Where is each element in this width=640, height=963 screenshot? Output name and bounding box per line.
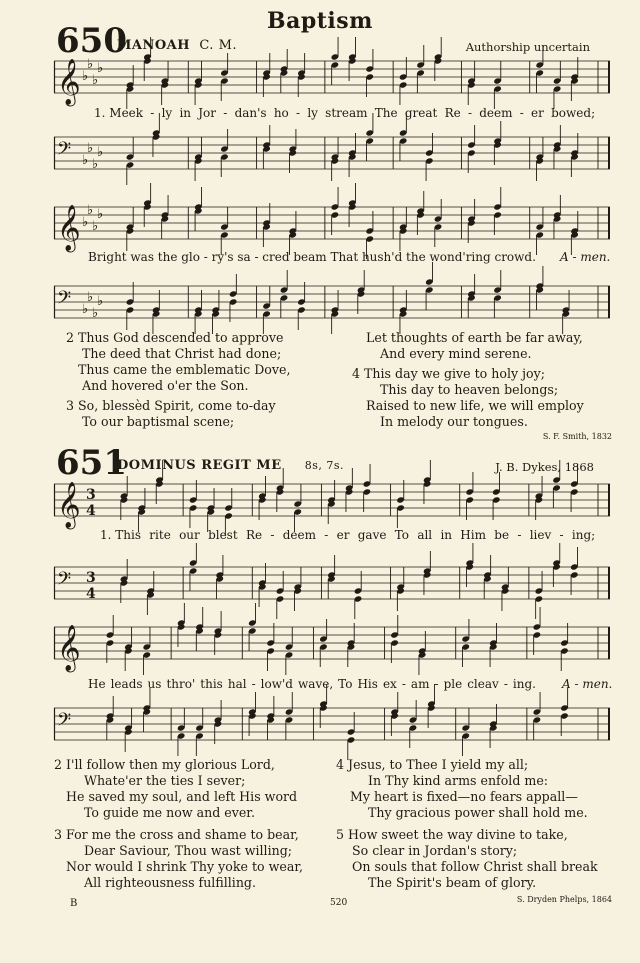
lyric-syllable: The xyxy=(374,106,398,120)
syllables xyxy=(115,528,595,542)
lyric-syllable: wave, xyxy=(298,677,334,691)
lyric-syllable: - xyxy=(254,250,259,264)
lyric-syllable: ing. xyxy=(512,677,536,691)
verse-line: On souls that follow Christ shall break xyxy=(352,859,598,874)
lyric-syllable: Bright xyxy=(88,250,127,264)
flat-sign-icon: ♭ xyxy=(82,302,89,317)
music-staff-system xyxy=(54,623,610,671)
lyric-syllable: - xyxy=(401,677,406,691)
lyric-syllable: er xyxy=(336,528,350,542)
lyric-syllable: beam xyxy=(293,250,327,264)
lyric-syllable: - xyxy=(150,106,155,120)
verse-line: And hovered o'er the Son. xyxy=(82,378,249,393)
time-signature: 4 xyxy=(86,586,96,602)
verse xyxy=(66,330,290,394)
verse-line: 5 How sweet the way divine to take, xyxy=(336,827,568,842)
verse-column xyxy=(54,757,303,891)
flat-sign-icon: ♭ xyxy=(97,294,104,309)
lyric-syllable: - xyxy=(434,677,439,691)
tune-meter: 8s, 7s. xyxy=(304,459,345,472)
verse-line: Dear Saviour, Thou wast willing; xyxy=(84,843,293,858)
syllables xyxy=(88,677,536,691)
lyric-syllable: crowd. xyxy=(494,250,536,264)
verse-line: All righteousness fulfilling. xyxy=(84,875,256,890)
verse-line: The Spirit's beam of glory. xyxy=(368,875,537,890)
section-title: Baptism xyxy=(267,8,373,34)
lyric-syllable: be xyxy=(494,528,510,542)
flat-sign-icon: ♭ xyxy=(87,141,94,156)
lyric-syllable: bowed; xyxy=(551,106,596,120)
lyric-line xyxy=(88,250,558,264)
lyric-syllable: low'd xyxy=(260,677,293,691)
verse xyxy=(66,398,290,430)
time-signature: 3 xyxy=(86,570,96,586)
verse xyxy=(54,827,303,891)
verse-label: 1. xyxy=(100,528,112,542)
amen-label: A - men. xyxy=(560,250,611,264)
signature-mark: B xyxy=(70,898,78,909)
lyric-syllable: ry's xyxy=(211,250,234,264)
flat-sign-icon: ♭ xyxy=(87,57,94,72)
flat-sign-icon: ♭ xyxy=(82,215,89,230)
flat-sign-icon: ♭ xyxy=(97,145,104,160)
time-signature: 3 xyxy=(86,487,96,503)
syllables xyxy=(109,106,595,120)
lyric-syllable: gave xyxy=(357,528,387,542)
lyric-syllable: rite xyxy=(149,528,171,542)
verse-line: And every mind serene. xyxy=(380,346,532,361)
verse-line: Nor would I shrink Thy yoke to wear, xyxy=(66,859,303,874)
flat-sign-icon: ♭ xyxy=(97,61,104,76)
lyric-syllable: - xyxy=(324,528,329,542)
verse-line: Thus came the emblematic Dove, xyxy=(78,362,291,377)
verse-line: 3 For me the cross and shame to bear, xyxy=(54,827,299,842)
verse-line: In melody our tongues. xyxy=(380,414,528,429)
lyric-syllable: ing; xyxy=(571,528,596,542)
lyric-syllable: - xyxy=(517,528,522,542)
lyric-syllable: the xyxy=(157,250,178,264)
treble-clef-icon: 𝄞 xyxy=(57,625,81,671)
lyric-syllable: - xyxy=(270,528,275,542)
lyric-syllable: - xyxy=(503,677,508,691)
verse xyxy=(336,757,598,821)
flat-sign-icon: ♭ xyxy=(82,69,89,84)
lyric-syllable: ex xyxy=(382,677,397,691)
verse-line: To our baptismal scene; xyxy=(82,414,235,429)
tune-header xyxy=(117,458,344,473)
lyric-syllable: - xyxy=(251,677,256,691)
treble-clef-icon: 𝄞 xyxy=(57,482,81,528)
lyric-syllable: - xyxy=(559,528,564,542)
lyric-syllable: - xyxy=(296,106,301,120)
flat-sign-icon: ♭ xyxy=(92,157,99,172)
lyric-syllable: ly xyxy=(161,106,173,120)
flat-sign-icon: ♭ xyxy=(97,207,104,222)
flat-sign-icon: ♭ xyxy=(92,73,99,88)
lyric-syllable: - xyxy=(223,106,228,120)
music-staff-system xyxy=(54,133,610,177)
bass-clef-icon: 𝄢 xyxy=(57,709,72,735)
lyric-syllable: thro' xyxy=(166,677,196,691)
lyric-syllable: dan's xyxy=(234,106,267,120)
lyric-line xyxy=(88,677,558,691)
music-staff-system xyxy=(54,282,610,326)
lyric-syllable: stream xyxy=(325,106,368,120)
lyric-line xyxy=(100,528,602,542)
verse-line: 3 So, blessèd Spirit, come to-day xyxy=(66,398,276,413)
verse xyxy=(54,757,303,821)
verse-column xyxy=(336,757,598,891)
flat-sign-icon: ♭ xyxy=(82,153,89,168)
verse-line: Let thoughts of earth be far away, xyxy=(366,330,583,345)
verse-line: The deed that Christ had done; xyxy=(82,346,282,361)
lyric-syllable: Him xyxy=(460,528,486,542)
hymn-attribution: Authorship uncertain xyxy=(465,40,590,54)
hymn-number: 650 xyxy=(56,21,127,61)
lyric-syllable: Meek xyxy=(109,106,144,120)
verse-line: Thy gracious power shall hold me. xyxy=(368,805,588,820)
verse-line: Whate'er the ties I sever; xyxy=(84,773,246,788)
lyric-syllable: - xyxy=(467,106,473,120)
flat-sign-icon: ♭ xyxy=(87,203,94,218)
lyric-syllable: great xyxy=(404,106,438,120)
flat-sign-icon: ♭ xyxy=(87,290,94,305)
verse-line: Raised to new life, we will employ xyxy=(366,398,584,413)
verse-column xyxy=(66,330,290,430)
lyric-syllable: Jor xyxy=(198,106,217,120)
lyric-syllable: - xyxy=(203,250,208,264)
lyric-syllable: this xyxy=(200,677,223,691)
lyric-syllable: hal xyxy=(227,677,247,691)
lyric-syllable: sa xyxy=(237,250,251,264)
flat-sign-icon: ♭ xyxy=(92,306,99,321)
time-signature: 4 xyxy=(86,503,96,519)
lyric-syllable: cleav xyxy=(467,677,499,691)
lyric-syllable: wond'ring xyxy=(429,250,491,264)
lyric-syllable: all xyxy=(417,528,433,542)
lyric-syllable: hush'd xyxy=(361,250,403,264)
tune-name: DOMINUS REGIT ME xyxy=(117,458,282,473)
lyric-syllable: To xyxy=(338,677,353,691)
lyric-syllable: ple xyxy=(443,677,463,691)
verse xyxy=(352,330,584,362)
lyric-syllable: To xyxy=(394,528,410,542)
lyric-syllable: the xyxy=(406,250,426,264)
tune-header xyxy=(117,38,237,53)
verse-line: This day to heaven belongs; xyxy=(380,382,559,397)
lyric-syllable: Re xyxy=(245,528,263,542)
verse xyxy=(336,827,598,891)
lyric-syllable: ho xyxy=(273,106,289,120)
bass-clef-icon: 𝄢 xyxy=(57,138,72,164)
lyric-syllable: His xyxy=(357,677,378,691)
hymn-number: 651 xyxy=(56,443,127,483)
lyric-syllable: deem xyxy=(479,106,513,120)
lyric-syllable: was xyxy=(130,250,154,264)
verse-line: So clear in Jordan's story; xyxy=(352,843,518,858)
verse-line: 2 I'll follow then my glorious Lord, xyxy=(54,757,275,772)
lyric-line xyxy=(94,106,602,120)
music-staff-system xyxy=(54,704,610,748)
lyric-syllable: er xyxy=(531,106,544,120)
amen-label: A - men. xyxy=(562,677,613,691)
verse-line: 4 This day we give to holy joy; xyxy=(352,366,545,381)
music-staff-system xyxy=(54,480,610,528)
tune-meter: C. M. xyxy=(199,38,238,53)
lyric-syllable: - xyxy=(519,106,524,120)
verse-line: He saved my soul, and left His word xyxy=(66,789,298,804)
bass-clef-icon: 𝄢 xyxy=(57,287,72,313)
author-credit: S. Dryden Phelps, 1864 xyxy=(516,895,612,904)
lyric-syllable: This xyxy=(115,528,142,542)
lyric-syllable: ly xyxy=(307,106,318,120)
verse xyxy=(352,366,584,430)
verse-line: To guide me now and ever. xyxy=(84,805,255,820)
verse-line: 2 Thus God descended to approve xyxy=(66,330,284,345)
lyric-syllable: in xyxy=(440,528,453,542)
author-credit: S. F. Smith, 1832 xyxy=(542,432,612,441)
verse-label: 1. xyxy=(94,106,106,120)
verse-line: In Thy kind arms enfold me: xyxy=(368,773,549,788)
page-number: 520 xyxy=(330,898,348,908)
lyric-syllable: blest xyxy=(208,528,238,542)
tune-name: MANOAH xyxy=(117,38,191,53)
lyric-syllable: liev xyxy=(529,528,552,542)
music-staff-system xyxy=(54,57,610,105)
lyric-syllable: cred xyxy=(262,250,290,264)
lyric-syllable: leads xyxy=(110,677,143,691)
music-staff-system xyxy=(54,563,610,607)
lyric-syllable: He xyxy=(88,677,106,691)
lyric-syllable: Re xyxy=(444,106,461,120)
lyric-syllable: am xyxy=(410,677,430,691)
lyric-syllable: glo xyxy=(181,250,200,264)
treble-clef-icon: 𝄞 xyxy=(57,205,81,251)
verse-line: My heart is fixed—no fears appall— xyxy=(350,789,578,804)
bass-clef-icon: 𝄢 xyxy=(57,568,72,594)
flat-sign-icon: ♭ xyxy=(92,219,99,234)
syllables xyxy=(88,250,536,264)
lyric-syllable: deem xyxy=(282,528,316,542)
verse-line: 4 Jesus, to Thee I yield my all; xyxy=(336,757,529,772)
music-staff-system xyxy=(54,203,610,251)
lyric-syllable: our xyxy=(179,528,200,542)
verse-column xyxy=(352,330,584,430)
lyric-syllable: us xyxy=(147,677,162,691)
treble-clef-icon: 𝄞 xyxy=(57,59,81,105)
lyric-syllable: in xyxy=(179,106,192,120)
hymn-attribution: J. B. Dykes, 1868 xyxy=(495,460,594,474)
lyric-syllable: That xyxy=(330,250,359,264)
